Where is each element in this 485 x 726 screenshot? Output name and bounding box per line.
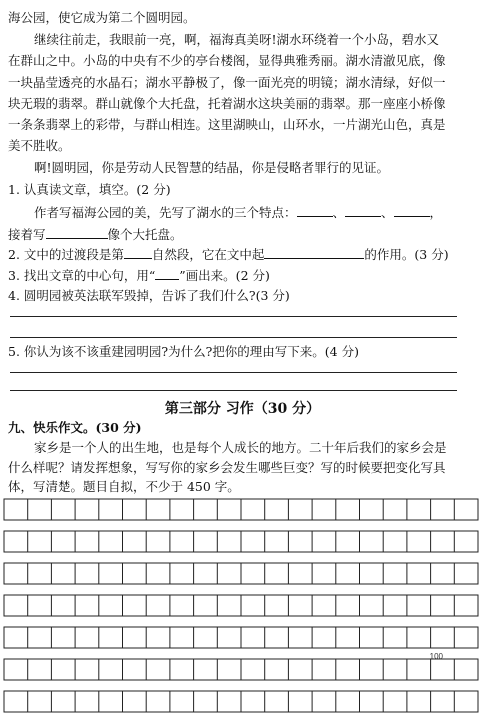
composition-prompt: 什么样呢？请发挥想象，写写你的家乡会发生哪些巨变？写的时候要把变化写具 — [8, 460, 446, 475]
separator: 、 — [332, 205, 346, 220]
composition-prompt: 体，写清楚。题目自拟，不少于 450 字。 — [8, 479, 240, 494]
question-3-text: 3. 找出文章的中心句，用“ — [8, 268, 156, 283]
question-1b-tail: 像个大托盘。 — [107, 227, 183, 242]
passage-line: 啊!圆明园，你是劳动人民智慧的结晶，你是侵略者罪行的见证。 — [34, 160, 390, 175]
answer-blank[interactable] — [394, 204, 430, 217]
passage-line: 一块晶莹透亮的水晶石；湖水平静极了，像一面光亮的明镜；湖水清绿，好似一 — [8, 75, 446, 90]
writing-grid[interactable] — [0, 495, 485, 721]
question-1a-text: 作者写福海公园的美，先写了湖水的三个特点： — [34, 205, 297, 220]
underline-sample — [155, 267, 179, 280]
separator: ， — [429, 205, 443, 220]
question-1: 1. 认真读文章，填空。(2 分) — [8, 182, 171, 197]
question-2-tail: 的作用。(3 分) — [364, 247, 449, 262]
separator: 、 — [381, 205, 394, 220]
question-5: 5. 你认为该不该重建园明园?为什么?把你的理由写下来。(4 分) — [8, 344, 359, 359]
passage-line: 美不胜收。 — [8, 138, 71, 153]
answer-line[interactable] — [10, 372, 457, 373]
passage-line: 一条条翡翠上的彩带，与群山相连。这里湖映山，山环水，一片湖光山色，真是 — [8, 117, 446, 132]
answer-blank[interactable] — [297, 204, 333, 217]
passage-line: 块无瑕的翡翠。群山就像个大托盘，托着湖水这块美丽的翡翠。那一座座小桥像 — [8, 96, 446, 111]
answer-blank[interactable] — [264, 246, 364, 259]
composition-heading: 九、快乐作文。(30 分) — [8, 420, 142, 435]
passage-line: 在群山之中。小岛的中央有不少的亭台楼阁，显得典雅秀丽。湖水清澈见底，像 — [8, 53, 446, 68]
question-1a — [34, 204, 479, 221]
question-2-mid: 自然段，它在文中起 — [151, 247, 265, 262]
question-2-text: 2. 文中的过渡段是第 — [8, 247, 124, 262]
character-count-marker: 100 — [429, 652, 443, 661]
answer-blank[interactable] — [345, 204, 381, 217]
question-1b — [8, 226, 479, 243]
answer-line[interactable] — [10, 390, 457, 391]
question-4: 4. 圆明园被英法联军毁掉，告诉了我们什么?(3 分) — [8, 288, 290, 303]
question-3-tail: ”画出来。(2 分) — [179, 268, 270, 283]
answer-line[interactable] — [10, 337, 457, 338]
passage-line: 海公园，使它成为第二个圆明园。 — [8, 10, 196, 25]
question-1b-text: 接着写 — [8, 227, 46, 242]
passage-line: 继续往前走，我眼前一亮，啊，福海真美呀!湖水环绕着一个小岛，碧水又 — [34, 32, 440, 47]
answer-line[interactable] — [10, 316, 457, 317]
section-title: 第三部分 习作（30 分） — [164, 401, 321, 417]
question-3 — [8, 267, 479, 284]
answer-blank[interactable] — [124, 246, 152, 259]
answer-blank[interactable] — [46, 226, 108, 239]
composition-prompt: 家乡是一个人的出生地，也是每个人成长的地方。二十年后我们的家乡会是 — [34, 440, 447, 455]
writing-grid-cells[interactable] — [0, 495, 485, 721]
question-2 — [8, 246, 479, 263]
